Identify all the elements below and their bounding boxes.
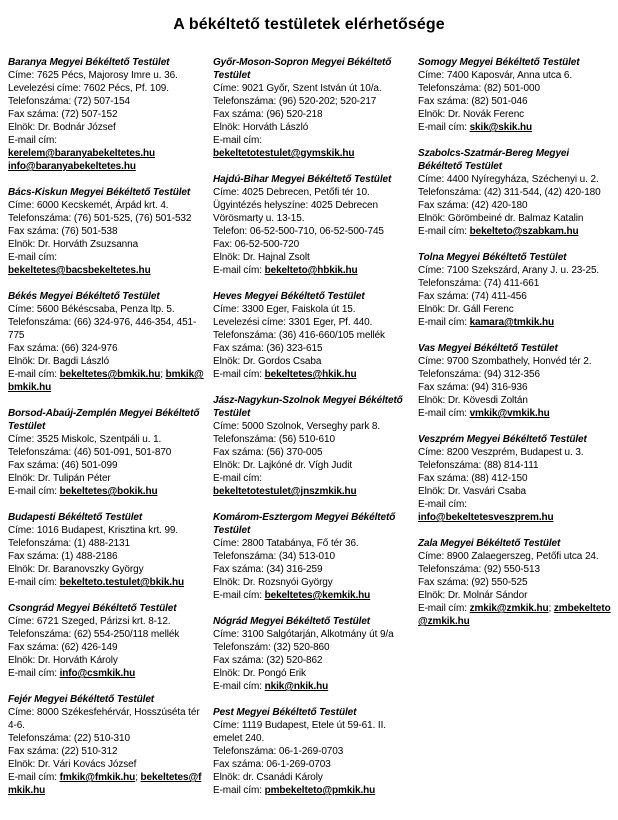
text-segment: Címe: 8000 Székesfehérvár, Hosszúséta tér 4-6. — [8, 707, 200, 731]
text-segment: Fax száma: (34) 316-259 — [213, 564, 323, 575]
entry-line — [418, 173, 614, 186]
text-segment: Fax: 06-52-500-720 — [213, 239, 300, 250]
text-segment: E-mail cím: — [8, 252, 57, 263]
entry-line — [8, 342, 204, 355]
entry-line — [8, 745, 204, 758]
entry-line — [418, 472, 614, 485]
entry-line — [213, 95, 409, 108]
text-segment: Telefonszáma: (22) 510-310 — [8, 733, 130, 744]
text-segment: Levelezési címe: 7602 Pécs, Pf. 109. — [8, 83, 169, 94]
text-segment: Címe: 7400 Kaposvár, Anna utca 6. — [418, 70, 573, 81]
entry-line — [8, 108, 204, 121]
text-segment: E-mail cím: — [418, 499, 467, 510]
entry-line — [213, 199, 409, 225]
text-segment: E-mail cím: — [213, 369, 265, 380]
text-segment: Fax száma: (74) 411-456 — [418, 291, 527, 302]
entry-line — [213, 459, 409, 472]
text-segment: Elnök: Dr. Vári Kovács József — [8, 759, 137, 770]
text-segment: Címe: 9700 Szombathely, Honvéd tér 2. — [418, 356, 592, 367]
email-link[interactable]: bekeltetes@hkik.hu — [264, 369, 357, 380]
entry-line — [213, 758, 409, 771]
text-segment: ; — [548, 603, 554, 614]
text-segment: Telefonszáma: (76) 501-525, (76) 501-532 — [8, 213, 192, 224]
board-entry — [418, 147, 614, 238]
text-segment: Címe: 2800 Tatabánya, Fő tér 36. — [213, 538, 359, 549]
entry-line — [418, 225, 614, 238]
entry-line — [418, 316, 614, 329]
board-entry — [8, 290, 204, 394]
entry-line — [418, 381, 614, 394]
board-entry — [213, 511, 409, 602]
entry-line — [8, 628, 204, 641]
entry-line — [8, 706, 204, 732]
text-segment: Telefonszáma: (66) 324-976, 446-354, 451-775 — [8, 317, 197, 341]
board-entry — [418, 251, 614, 329]
text-segment: Elnök: Dr. Tulipán Péter — [8, 473, 111, 484]
text-segment: Elnök: Dr. Horváth Károly — [8, 655, 118, 666]
text-segment: Címe: 8200 Veszprém, Budapest u. 3. — [418, 447, 584, 458]
text-segment: Fax száma: (88) 412-150 — [418, 473, 528, 484]
entry-line — [213, 121, 409, 134]
text-segment: Elnök: Dr. Gordos Csaba — [213, 356, 322, 367]
page-title: A békéltető testületek elérhetősége — [173, 16, 445, 33]
entry-line — [418, 69, 614, 82]
text-segment: Fax száma: (94) 316-936 — [418, 382, 528, 393]
text-segment: Fax száma: (76) 501-538 — [8, 226, 118, 237]
entry-line — [8, 368, 204, 394]
entry-line — [213, 420, 409, 433]
text-segment: E-mail cím: — [213, 681, 265, 692]
text-segment: Fax száma: (92) 550-525 — [418, 577, 528, 588]
email-link[interactable]: info@bekeltetesveszprem.hu — [418, 512, 554, 523]
entry-line — [213, 667, 409, 680]
text-segment: Elnök: dr. Csanádi Károly — [213, 772, 323, 783]
entry-line — [213, 784, 409, 797]
board-entry — [8, 407, 204, 498]
entry-line — [8, 446, 204, 459]
text-segment: E-mail cím: — [418, 408, 470, 419]
entry-line — [213, 537, 409, 550]
text-segment: Telefonszáma: (74) 411-661 — [418, 278, 540, 289]
text-segment: Fax száma: (62) 426-149 — [8, 642, 118, 653]
text-segment: Elnök: Görömbeiné dr. Balmaz Katalin — [418, 213, 584, 224]
text-segment: Címe: 4400 Nyíregyháza, Széchenyi u. 2. — [418, 174, 599, 185]
email-link[interactable]: bekelteto.testulet@bkik.hu — [59, 577, 184, 588]
text-segment: Címe: 6000 Kecskemét, Árpád krt. 4. — [8, 200, 169, 211]
text-segment: Elnök: Dr. Molnár Sándor — [418, 590, 528, 601]
entry-line — [213, 563, 409, 576]
entry-line — [213, 745, 409, 758]
entry-line — [213, 654, 409, 667]
entry-line — [418, 394, 614, 407]
entry-line — [8, 485, 204, 498]
entry-line — [8, 537, 204, 550]
text-segment: Telefonszáma: (88) 814-111 — [418, 460, 539, 471]
entry-line — [8, 95, 204, 108]
text-segment: Elnök: Horváth László — [213, 122, 309, 133]
text-segment: Címe: 3100 Salgótarján, Alkotmány út 9/a — [213, 629, 394, 640]
text-segment: ; — [160, 369, 166, 380]
entry-line — [8, 238, 204, 251]
entry-line — [213, 355, 409, 368]
entry-line — [213, 342, 409, 355]
text-segment: E-mail cím: — [213, 265, 265, 276]
entry-line — [418, 368, 614, 381]
email-link[interactable]: bmkik@bmkik.hu — [8, 369, 204, 393]
board-entry — [8, 602, 204, 680]
text-segment: Címe: 3525 Miskolc, Szentpáli u. 1. — [8, 434, 162, 445]
text-segment: E-mail cím: — [8, 135, 57, 146]
text-segment: Ügyintézés helyszíne: 4025 Debrecen Vörösmarty u. 13-15. — [213, 200, 378, 224]
entry-line — [418, 95, 614, 108]
entry-line — [418, 212, 614, 225]
text-segment: E-mail cím: — [8, 369, 60, 380]
entry-line — [418, 485, 614, 498]
entry-line — [418, 589, 614, 602]
board-entry — [213, 56, 409, 160]
entry-line — [8, 251, 204, 264]
email-link[interactable]: zmbekelteto@zmkik.hu — [418, 603, 611, 627]
text-segment: E-mail cím: — [8, 772, 60, 783]
text-segment: Elnök: Dr. Gáll Ferenc — [418, 304, 514, 315]
email-link[interactable]: bekeltetes@bokik.hu — [59, 486, 158, 497]
entry-line — [213, 680, 409, 693]
text-segment: Fax száma: (22) 510-312 — [8, 746, 118, 757]
text-segment: Címe: 5000 Szolnok, Verseghy park 8. — [213, 421, 381, 432]
text-segment: Címe: 7625 Pécs, Majorosy Imre u. 36. — [8, 70, 178, 81]
text-segment: Fax száma: (1) 488-2186 — [8, 551, 118, 562]
text-segment: Címe: 6721 Szeged, Párizsi krt. 8-12. — [8, 616, 171, 627]
text-segment: Telefonszáma: (36) 416-660/105 mellék — [213, 330, 385, 341]
email-link[interactable]: pmbekelteto@pmkik.hu — [264, 785, 376, 796]
email-link[interactable]: bekeltetotestulet@jnszmkik.hu — [213, 486, 357, 497]
entry-line — [418, 550, 614, 563]
email-link[interactable]: fmkik@fmkik.hu — [59, 772, 136, 783]
entry-line — [418, 355, 614, 368]
entry-line — [418, 108, 614, 121]
text-segment: Fax száma: (42) 420-180 — [418, 200, 528, 211]
entry-line — [213, 134, 409, 147]
entry-line — [213, 446, 409, 459]
entry-line — [8, 355, 204, 368]
entry-line — [213, 329, 409, 342]
entry-line — [213, 186, 409, 199]
text-segment: Levelezési címe: 3301 Eger, Pf. 440. — [213, 317, 373, 328]
email-link[interactable]: skik@skik.hu — [469, 122, 533, 133]
board-name: Heves Megyei Békéltető Testület — [213, 291, 365, 302]
entry-line — [213, 82, 409, 95]
board-name: Hajdú-Bihar Megyei Békéltető Testület — [213, 174, 392, 185]
entry-line — [418, 446, 614, 459]
board-entry — [418, 342, 614, 420]
text-segment: Telefonszám: (32) 520-860 — [213, 642, 330, 653]
text-segment: Fax száma: (46) 501-099 — [8, 460, 118, 471]
text-segment: Fax száma: (32) 520-862 — [213, 655, 323, 666]
text-segment: Címe: 9021 Győr, Szent István út 10/a. — [213, 83, 382, 94]
text-segment: E-mail cím: — [213, 473, 262, 484]
text-segment: Fax száma: (96) 520-218 — [213, 109, 323, 120]
board-name: Szabolcs-Szatmár-Bereg Megyei Békéltető Testület — [418, 148, 570, 172]
entry-line — [213, 316, 409, 329]
entry-line — [418, 498, 614, 511]
text-segment: Címe: 7100 Szekszárd, Arany J. u. 23-25. — [418, 265, 600, 276]
text-segment: Telefonszáma: (34) 513-010 — [213, 551, 335, 562]
text-segment: Fax száma: 06-1-269-0703 — [213, 759, 331, 770]
entry-line — [8, 212, 204, 225]
board-entry — [213, 173, 409, 277]
text-segment: Elnök: Dr. Pongó Erik — [213, 668, 306, 679]
entry-line — [213, 576, 409, 589]
entry-line — [8, 758, 204, 771]
text-segment: Elnök: Dr. Bodnár József — [8, 122, 116, 133]
entry-line — [418, 459, 614, 472]
entry-line — [418, 199, 614, 212]
entry-line — [8, 563, 204, 576]
board-name: Győr-Moson-Sopron Megyei Békéltető Testület — [213, 57, 392, 81]
text-segment: Telefonszáma: (1) 488-2131 — [8, 538, 130, 549]
entry-line — [8, 654, 204, 667]
entry-line — [8, 641, 204, 654]
board-name: Vas Megyei Békéltető Testület — [418, 343, 558, 354]
entry-line — [8, 121, 204, 134]
text-segment: Telefon: 06-52-500-710, 06-52-500-745 — [213, 226, 384, 237]
email-link[interactable]: info@baranyabekeltetes.hu — [8, 161, 136, 172]
board-name: Tolna Megyei Békéltető Testület — [418, 252, 567, 263]
board-entry — [213, 290, 409, 381]
column-3 — [418, 56, 614, 810]
entry-line — [418, 407, 614, 420]
email-link[interactable]: kerelem@baranyabekeltetes.hu — [8, 148, 156, 159]
entry-line — [213, 771, 409, 784]
entry-line — [8, 732, 204, 745]
entry-line — [8, 771, 204, 797]
text-segment: E-mail cím: — [418, 226, 470, 237]
text-segment: Fax száma: (82) 501-046 — [418, 96, 528, 107]
column-2 — [213, 56, 409, 810]
entry-line — [213, 108, 409, 121]
board-entry — [418, 433, 614, 524]
email-link[interactable]: bekelteto@hbkik.hu — [264, 265, 358, 276]
entry-line — [8, 147, 204, 160]
board-entry — [418, 537, 614, 628]
column-1 — [8, 56, 204, 810]
entry-line — [213, 433, 409, 446]
entry-line — [213, 472, 409, 485]
entry-line — [8, 69, 204, 82]
board-entry — [8, 56, 204, 173]
text-segment: Címe: 5600 Békéscsaba, Penza ltp. 5. — [8, 304, 175, 315]
entry-line — [213, 628, 409, 641]
entry-line — [8, 433, 204, 446]
email-link[interactable]: bekeltetes@fmkik.hu — [8, 772, 202, 796]
text-segment: Címe: 4025 Debrecen, Petőfi tér 10. — [213, 187, 370, 198]
text-segment: Elnök: Dr. Vasvári Csaba — [418, 486, 527, 497]
entry-line — [8, 667, 204, 680]
entry-line — [8, 134, 204, 147]
text-segment: E-mail cím: — [418, 317, 470, 328]
entry-line — [8, 615, 204, 628]
entry-line — [418, 290, 614, 303]
entry-line — [418, 563, 614, 576]
email-link[interactable]: nkik@nkik.hu — [264, 681, 329, 692]
text-segment: Elnök: Dr. Horváth Zsuzsanna — [8, 239, 139, 250]
board-name: Pest Megyei Békéltető Testület — [213, 707, 357, 718]
entry-line — [8, 82, 204, 95]
entry-line — [213, 641, 409, 654]
text-segment: Telefonszáma: (56) 510-610 — [213, 434, 335, 445]
email-link[interactable]: info@csmkik.hu — [59, 668, 136, 679]
board-name: Veszprém Megyei Békéltető Testület — [418, 434, 587, 445]
board-name: Somogy Megyei Békéltető Testület — [418, 57, 580, 68]
text-segment: Címe: 1119 Budapest, Etele út 59-61. II. emelet 240. — [213, 720, 386, 744]
text-segment: E-mail cím: — [418, 603, 470, 614]
text-segment: Telefonszáma: (46) 501-091, 501-870 — [8, 447, 172, 458]
text-segment: Fax száma: (66) 324-976 — [8, 343, 118, 354]
entry-line — [8, 550, 204, 563]
text-segment: Telefonszáma: (42) 311-544, (42) 420-180 — [418, 187, 601, 198]
entry-line — [213, 485, 409, 498]
text-segment: Fax száma: (36) 323-615 — [213, 343, 323, 354]
email-link[interactable]: bekeltetes@kemkik.hu — [264, 590, 371, 601]
email-link[interactable]: zmkik@zmkik.hu — [469, 603, 549, 614]
entry-line — [8, 459, 204, 472]
entry-line — [8, 472, 204, 485]
entry-line — [8, 576, 204, 589]
text-segment: Elnök: Dr. Hajnal Zsolt — [213, 252, 310, 263]
text-segment: Elnök: Dr. Bagdi László — [8, 356, 110, 367]
entry-line — [213, 303, 409, 316]
text-segment: Elnök: Dr. Baranovszky György — [8, 564, 144, 575]
text-segment: Címe: 8900 Zalaegerszeg, Petőfi utca 24. — [418, 551, 599, 562]
entry-line — [8, 264, 204, 277]
entry-line — [418, 602, 614, 628]
board-entry — [8, 693, 204, 797]
entry-line — [418, 511, 614, 524]
board-entry — [213, 615, 409, 693]
text-segment: Elnök: Dr. Kövesdi Zoltán — [418, 395, 528, 406]
entry-line — [418, 277, 614, 290]
entry-line — [418, 576, 614, 589]
entry-line — [213, 251, 409, 264]
text-segment: E-mail cím: — [213, 135, 262, 146]
entry-line — [213, 225, 409, 238]
text-segment: Elnök: Dr. Lajkóné dr. Vígh Judit — [213, 460, 353, 471]
board-entry — [213, 394, 409, 498]
text-segment: Címe: 3300 Eger, Faiskola út 15. — [213, 304, 356, 315]
text-segment: Fax száma: (56) 370-005 — [213, 447, 323, 458]
entry-line — [418, 121, 614, 134]
text-segment: ; — [135, 772, 141, 783]
entry-line — [213, 589, 409, 602]
text-segment: Telefonszáma: (82) 501-000 — [418, 83, 540, 94]
email-link[interactable]: vmkik@vmkik.hu — [469, 408, 550, 419]
text-segment: E-mail cím: — [213, 785, 265, 796]
entry-line — [8, 524, 204, 537]
text-segment: E-mail cím: — [8, 668, 60, 679]
text-segment: E-mail cím: — [213, 590, 265, 601]
entry-line — [8, 225, 204, 238]
entry-line — [213, 719, 409, 745]
board-entry — [8, 186, 204, 277]
entry-line — [213, 264, 409, 277]
text-segment: E-mail cím: — [8, 577, 60, 588]
board-name: Baranya Megyei Békéltető Testület — [8, 57, 170, 68]
entry-line — [213, 238, 409, 251]
board-name: Borsod-Abaúj-Zemplén Megyei Békéltető Testület — [8, 408, 200, 432]
email-link[interactable]: bekeltetotestulet@gymskik.hu — [213, 148, 355, 159]
board-name: Bács-Kiskun Megyei Békéltető Testület — [8, 187, 191, 198]
board-name: Jász-Nagykun-Szolnok Megyei Békéltető Testület — [213, 395, 403, 419]
text-segment: E-mail cím: — [418, 122, 470, 133]
entry-line — [213, 550, 409, 563]
entry-line — [8, 316, 204, 342]
text-segment: Telefonszáma: (72) 507-154 — [8, 96, 130, 107]
entry-line — [213, 147, 409, 160]
text-segment: Elnök: Dr. Novák Ferenc — [418, 109, 525, 120]
entry-line — [8, 199, 204, 212]
board-name: Zala Megyei Békéltető Testület — [418, 538, 561, 549]
entry-line — [418, 303, 614, 316]
text-segment: Telefonszáma: (92) 550-513 — [418, 564, 540, 575]
entry-line — [8, 303, 204, 316]
entry-line — [8, 160, 204, 173]
board-entry — [213, 706, 409, 797]
text-segment: E-mail cím: — [8, 486, 60, 497]
email-link[interactable]: bekeltetes@bacsbekeltetes.hu — [8, 265, 151, 276]
columns-container — [8, 56, 610, 810]
entry-line — [418, 82, 614, 95]
text-segment: Fax száma: (72) 507-152 — [8, 109, 118, 120]
text-segment: Telefonszáma: (96) 520-202; 520-217 — [213, 96, 377, 107]
text-segment: Elnök: Dr. Rozsnyói György — [213, 577, 333, 588]
board-name: Csongrád Megyei Békéltető Testület — [8, 603, 177, 614]
entry-line — [418, 264, 614, 277]
text-segment: Telefonszáma: (62) 554-250/118 mellék — [8, 629, 180, 640]
email-link[interactable]: bekelteto@szabkam.hu — [469, 226, 579, 237]
board-entry — [8, 511, 204, 589]
board-name: Budapesti Békéltető Testület — [8, 512, 143, 523]
text-segment: Telefonszáma: (94) 312-356 — [418, 369, 540, 380]
entry-line — [418, 186, 614, 199]
text-segment: Telefonszáma: 06-1-269-0703 — [213, 746, 344, 757]
board-entry — [418, 56, 614, 134]
board-name: Komárom-Esztergom Megyei Békéltető Testület — [213, 512, 396, 536]
email-link[interactable]: bekeltetes@bmkik.hu — [59, 369, 161, 380]
entry-line — [213, 368, 409, 381]
board-name: Nógrád Megyei Békéltető Testület — [213, 616, 371, 627]
board-name: Fejér Megyei Békéltető Testület — [8, 694, 155, 705]
email-link[interactable]: kamara@tmkik.hu — [469, 317, 554, 328]
text-segment: Címe: 1016 Budapest, Krisztina krt. 99. — [8, 525, 179, 536]
board-name: Békés Megyei Békéltető Testület — [8, 291, 160, 302]
